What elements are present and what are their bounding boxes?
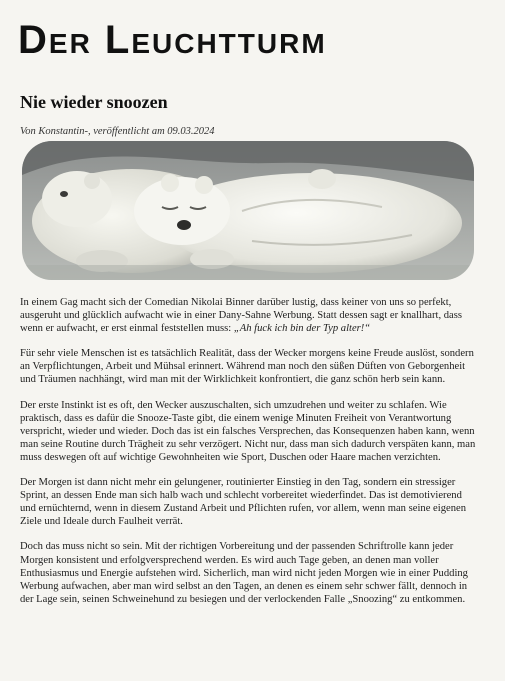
article-byline: Von Konstantin-, veröffentlicht am 09.03.2024	[20, 126, 215, 137]
article-paragraph: Doch das muss nicht so sein. Mit der richtigen Vorbereitung und der passenden Schriftrolle kann jeder Morgen konsistent und erfolgversprechend werden. Es wird auch Tage geben, an denen man voller Enthusiasmus und Energie aufstehen wird. Sicherlich, man wird nicht jeden Morgen wie in einer Pudding Werbung aufwachen, aber man wird selbst an den Tagen, an denen es einem sehr schwer fällt, dennoch in der Lage sein, seinen Schweinehund zu besiegen und der verlockenden Falle „Snoozing“ zu entkommen.	[20, 541, 468, 605]
article-headline: Nie wieder snoozen	[20, 92, 168, 112]
article-paragraph	[20, 296, 480, 335]
comedian-quote: „Ah fuck ich bin der Typ alter!“	[233, 323, 371, 335]
article-body	[20, 296, 480, 618]
polar-bears-photo	[22, 141, 474, 280]
masthead-title	[18, 18, 488, 62]
article-paragraph: Der erste Instinkt ist es oft, den Wecker auszuschalten, sich umzudrehen und weiter zu schlafen. Wie praktisch, dass es dafür die Snooze-Taste gibt, die einem wenige Minuten Freiheit von Verantwortung verspricht, wieder und wieder. Doch das ist ein falsches Versprechen, das Konsequenzen haben kann, wenn man seine Routine durch Trägheit zu sehr verzögert. Nicht nur, dass man sich dadurch verspäten kann, man muss deswegen oft auf wichtige Gewohnheiten wie Sport, Duschen oder Haare machen verzichten.	[20, 399, 476, 463]
paragraph-text: In einem Gag macht sich der Comedian Nikolai Binner darüber lustig, dass keiner von uns so perfekt, ausgeruht und glücklich aufwacht wie in einer Dany-Sahne Werbung. Statt dessen sagt er knallhart, dass wenn er aufwacht, er erst einmal feststellen muss:	[20, 297, 462, 335]
article-paragraph: Der Morgen ist dann nicht mehr ein gelungener, routinierter Einstieg in den Tag, sondern ein stressiger Sprint, an dessen Ende man sich halb wach und schlecht vorbereitet wiederfindet. Das ist demotivierend und ernüchternd, wenn in diesem Zustand Arbeit und Pflichten rufen, vor allem, wenn man seine eigenen Ziele und Ideale durch Faulheit verrät.	[20, 477, 466, 528]
article-paragraph: Für sehr viele Menschen ist es tatsächlich Realität, dass der Wecker morgens keine Freude auslöst, sondern an Verpflichtungen, Arbeit und Mühsal erinnert. Während man noch den süßen Düften von Geborgenheit und Träumen nachhängt, wird man mit der Wirklichkeit konfrontiert, die ganz schön herb sein kann.	[20, 348, 474, 386]
polar-bears-sleeping-icon	[22, 141, 474, 280]
masthead-text: Der Leuchtturm	[18, 18, 327, 62]
